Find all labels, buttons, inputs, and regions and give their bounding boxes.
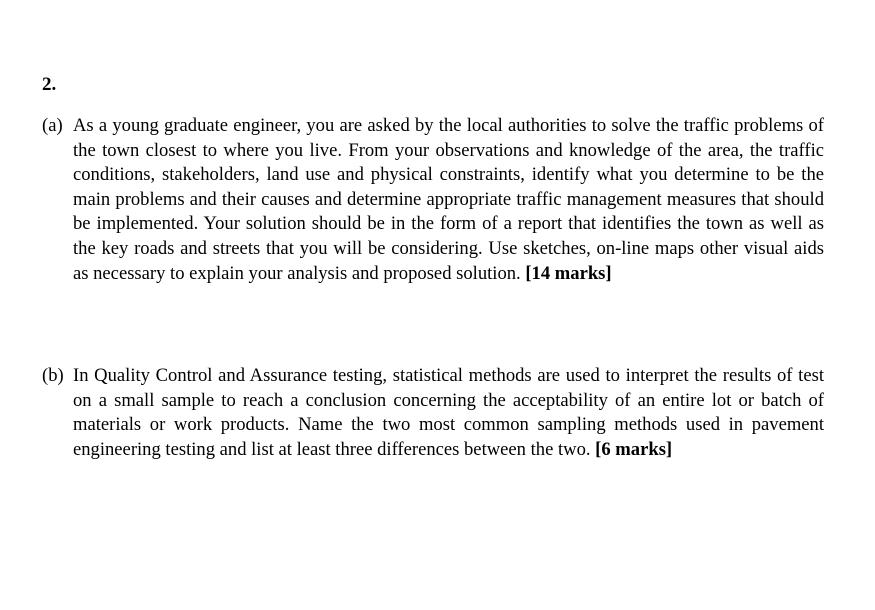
part-b-label: (b)	[42, 365, 64, 386]
part-b-body	[73, 364, 824, 462]
part-a-text: As a young graduate engineer, you are asked by the local authorities to solve the traffic problems of the town closest to where you live. From your observations and knowledge of the area, the traffic conditions, stakeholders, land use and physical constraints, identify what you determine to be the main problems and their causes and determine appropriate traffic management measures that should be implemented. Your solution should be in the form of a report that identifies the town as well as the key roads and streets that you will be considering. Use sketches, on-line maps other visual aids as necessary to explain your analysis and proposed solution.	[73, 115, 824, 284]
part-a-marks: [14 marks]	[525, 262, 612, 284]
part-a-label: (a)	[42, 115, 63, 136]
question-part-b	[42, 364, 824, 462]
question-number: 2.	[42, 74, 57, 95]
part-b-text: In Quality Control and Assurance testing, statistical methods are used to interpret the results of test on a small sample to reach a conclusion concerning the acceptability of an entire lot or batch of materials or work products. Name the two most common sampling methods used in pavement engineering testing and list at least three differences between the two.	[73, 365, 824, 460]
part-a-body	[73, 114, 824, 286]
part-b-marks: [6 marks]	[595, 438, 673, 460]
question-part-a	[42, 114, 824, 286]
